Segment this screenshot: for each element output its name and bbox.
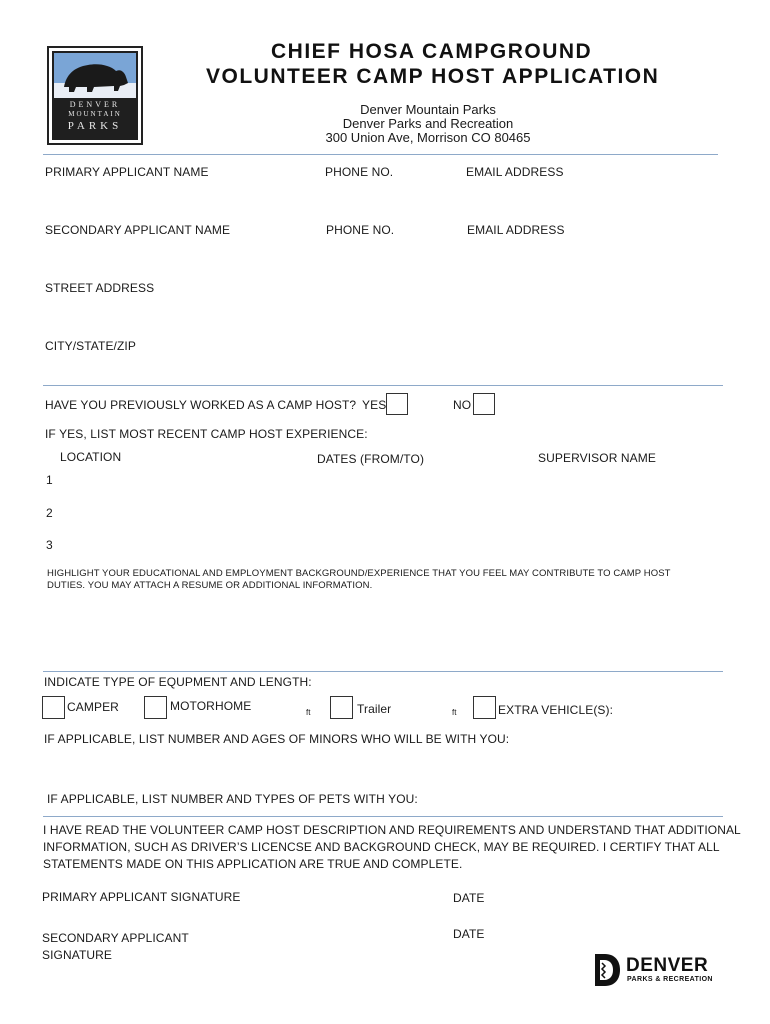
logo-line-1: DENVER [69,100,121,109]
primary-signature-label: PRIMARY APPLICANT SIGNATURE [42,890,241,904]
secondary-email-label: EMAIL ADDRESS [467,223,565,237]
title-line-1: CHIEF HOSA CAMPGROUND [271,40,593,63]
ft-unit-label: ft [452,708,457,717]
divider [43,671,723,672]
experience-question: HAVE YOU PREVIOUSLY WORKED AS A CAMP HOST? [45,398,357,412]
bison-icon [54,53,136,98]
denver-mountain-parks-logo [47,46,143,145]
no-label: NO [453,398,472,412]
primary-email-label: EMAIL ADDRESS [466,165,564,179]
equipment-prompt: INDICATE TYPE OF EQUPMENT AND LENGTH: [44,675,312,689]
secondary-date-label: DATE [453,927,485,941]
experience-list-prompt: IF YES, LIST MOST RECENT CAMP HOST EXPERIENCE: [45,427,368,441]
footer-logo-subtitle: PARKS & RECREATION [627,976,713,983]
experience-row-number: 3 [46,538,53,552]
motorhome-checkbox[interactable] [144,696,167,719]
divider [43,385,723,386]
ft-unit-label: ft [306,708,311,717]
primary-phone-label: PHONE NO. [325,165,394,179]
location-column-header: LOCATION [60,450,122,464]
extra-vehicle-checkbox[interactable] [473,696,496,719]
secondary-signature-label: SIGNATURE [42,948,113,962]
background-prompt-line-1: HIGHLIGHT YOUR EDUCATIONAL AND EMPLOYMENT BACKGROUND/EXPERIENCE THAT YOU FEEL MAY CONTRIBUTE TO CAMP HOST [47,568,671,579]
secondary-name-label: SECONDARY APPLICANT NAME [45,223,231,237]
camper-label: CAMPER [67,700,119,714]
divider [43,816,723,817]
dates-column-header: DATES (FROM/TO) [317,452,425,466]
background-prompt-line-2: DUTIES. YOU MAY ATTACH A RESUME OR ADDITIONAL INFORMATION. [47,580,373,591]
title-line-2: VOLUNTEER CAMP HOST APPLICATION [206,65,660,88]
yes-label: YES [362,398,387,412]
trailer-label: Trailer [357,702,392,716]
secondary-phone-label: PHONE NO. [326,223,395,237]
logo-line-2: MOUNTAIN [68,110,122,118]
divider [43,154,718,155]
yes-checkbox[interactable] [386,393,408,415]
extra-vehicle-label: EXTRA VEHICLE(S): [498,703,614,717]
denver-d-icon [593,953,621,987]
denver-parks-recreation-logo [593,953,723,989]
pets-prompt: IF APPLICABLE, LIST NUMBER AND TYPES OF PETS WITH YOU: [47,792,418,806]
secondary-signature-label: SECONDARY APPLICANT [42,931,189,945]
certification-line-1: I HAVE READ THE VOLUNTEER CAMP HOST DESCRIPTION AND REQUIREMENTS AND UNDERSTAND THAT ADDITIONAL [43,823,741,837]
street-address-label: STREET ADDRESS [45,281,155,295]
minors-prompt: IF APPLICABLE, LIST NUMBER AND AGES OF MINORS WHO WILL BE WITH YOU: [44,732,510,746]
certification-line-3: STATEMENTS MADE ON THIS APPLICATION ARE TRUE AND COMPLETE. [43,857,463,871]
certification-line-2: INFORMATION, SUCH AS DRIVER’S LICENCSE AND BACKGROUND CHECK, MAY BE REQUIRED. I CERTIFY THAT ALL [43,840,720,854]
org-name: Denver Mountain Parks [360,102,496,117]
motorhome-label: MOTORHOME [170,699,252,713]
city-state-zip-label: CITY/STATE/ZIP [45,339,136,353]
no-checkbox[interactable] [473,393,495,415]
experience-row-number: 1 [46,473,53,487]
supervisor-column-header: SUPERVISOR NAME [538,451,656,465]
primary-date-label: DATE [453,891,485,905]
primary-name-label: PRIMARY APPLICANT NAME [45,165,209,179]
camper-checkbox[interactable] [42,696,65,719]
org-dept: Denver Parks and Recreation [342,116,514,131]
experience-row-number: 2 [46,506,53,520]
logo-line-3: PARKS [67,120,123,132]
org-address: 300 Union Ave, Morrison CO 80465 [325,130,531,145]
footer-logo-name: DENVER [626,955,709,976]
trailer-checkbox[interactable] [330,696,353,719]
